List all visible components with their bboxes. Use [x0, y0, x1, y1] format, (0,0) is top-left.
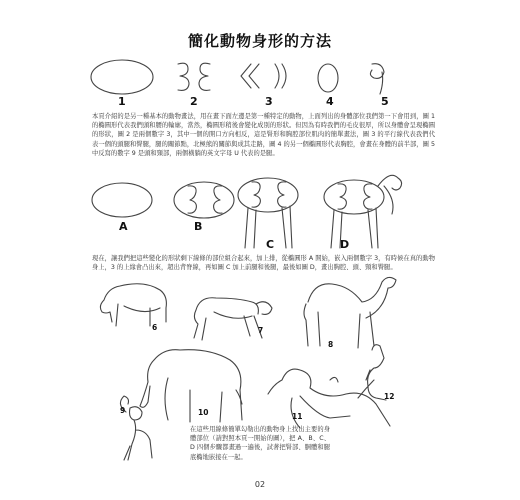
step-label-d: D — [340, 238, 350, 251]
animal-number-7: 7 — [258, 326, 264, 335]
animal-number-10: 10 — [198, 408, 209, 417]
kangaroo-sketch — [358, 345, 386, 400]
animal-number-6: 6 — [152, 323, 158, 332]
intro-paragraph: 本頁介紹的是另一種基本的動物畫法，用在畫下面左邊是第一種特定的動物，上面列出的身體部位我們第一下會用到，圖 1 的橢圓形代表我們頭和腰的輪廓，當然，橢圓形稍後會變化成別的形狀。但因為有時我們的毛皮很厚，所以身體會呈現橢圓的形狀，圖 2 是兩個數字 3，其中一個的開口方向相反，這是腎形和胸腔部位肌肉的簡單畫法，圖 3 的平行線代表我們代表一個的頭腿和臀腿，腿的關節點，北極熊的關節與成其走路，圖 4 的另一個橢圓形代表胸腔，會畫在身體的前半部，圖 5 中反寫的數字 9 是頭和頸部，兩個橫躺的英文字母 U 代表的是腿。 — [92, 113, 435, 157]
shape-label-4: 4 — [326, 95, 334, 108]
step-label-c: C — [266, 238, 275, 251]
horse-sketch — [268, 369, 390, 428]
steps-paragraph: 現在，讓我們把這些變化的形狀剩下線條的部位組合起來，加上排，從橢圓形 A 開始，嵌入兩個數字 3，有時候在真的動物身上，3 的上緣會凸出來，超出背脊線，再如圖 C 加上前腿和後腿，最後如圖 D，畫出胸腔、頭、頸和臀腿。 — [92, 255, 435, 272]
animal-number-9: 9 — [120, 406, 126, 415]
step-label-b: B — [194, 220, 203, 233]
page-title: 簡化動物身形的方法 — [187, 32, 332, 50]
page-number: 02 — [254, 480, 266, 489]
animal-number-12: 12 — [384, 392, 395, 401]
bear-sketch — [100, 284, 166, 326]
shape-label-1: 1 — [118, 95, 126, 108]
shape-label-2: 2 — [190, 95, 198, 108]
step-label-a: A — [119, 220, 128, 233]
animal-number-8: 8 — [328, 340, 334, 349]
shape-label-5: 5 — [381, 95, 389, 108]
animal-number-11: 11 — [292, 412, 303, 421]
camel-sketch — [304, 277, 396, 348]
practice-paragraph: 在這些用線條簡單勾勒出的動物身上找出主要的身體部位（請對照本頁一開始的圖），把 A、B、C、D 四個步驟都畫過一遍後，試著把腎部、胴體和腿底橢地嵌接在一起。 — [190, 426, 330, 461]
elephant-sketch — [140, 350, 242, 422]
shape-label-3: 3 — [265, 95, 273, 108]
